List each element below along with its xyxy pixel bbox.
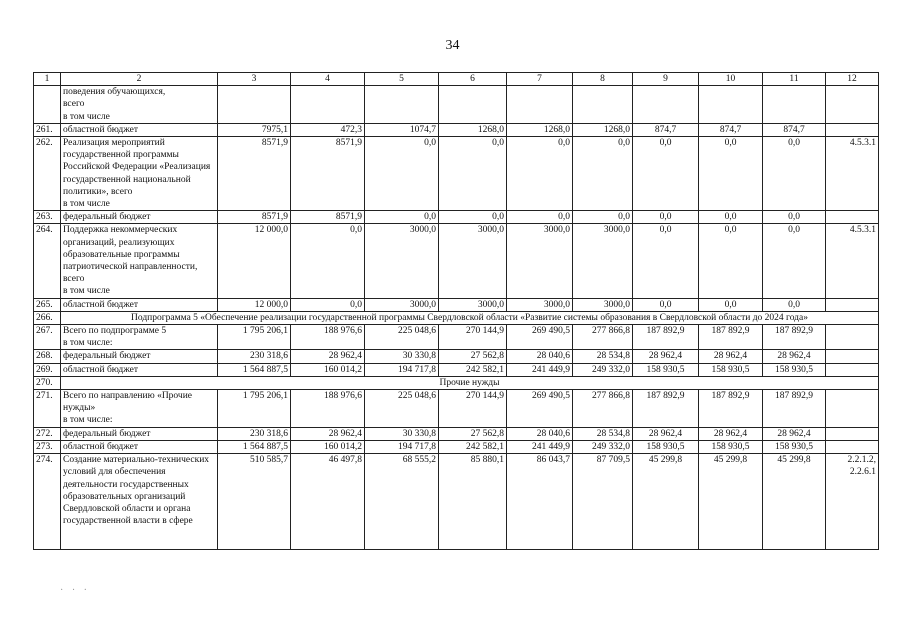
row-description: областной бюджет (61, 440, 218, 453)
value-cell: 28 040,6 (507, 350, 573, 363)
value-cell: 8571,9 (291, 137, 365, 211)
value-cell: 27 562,8 (439, 350, 507, 363)
column-number-5: 5 (365, 73, 439, 86)
value-cell: 0,0 (439, 211, 507, 224)
value-cell (439, 86, 507, 124)
program-code (826, 325, 879, 350)
column-number-3: 3 (218, 73, 291, 86)
value-cell: 158 930,5 (699, 363, 763, 376)
value-cell: 1 795 206,1 (218, 390, 291, 428)
value-cell: 277 866,8 (573, 390, 633, 428)
value-cell: 1074,7 (365, 123, 439, 136)
column-number-2: 2 (61, 73, 218, 86)
column-number-11: 11 (763, 73, 826, 86)
table-row (34, 390, 879, 428)
row-description: федеральный бюджет (61, 427, 218, 440)
value-cell: 28 962,4 (291, 427, 365, 440)
row-description: областной бюджет (61, 363, 218, 376)
value-cell (699, 86, 763, 124)
value-cell (763, 86, 826, 124)
value-cell: 12 000,0 (218, 298, 291, 311)
row-index: 267. (34, 325, 61, 350)
value-cell: 1 564 887,5 (218, 363, 291, 376)
table-row (34, 123, 879, 136)
value-cell: 85 880,1 (439, 454, 507, 550)
value-cell: 0,0 (699, 298, 763, 311)
value-cell: 187 892,9 (763, 390, 826, 428)
value-cell: 30 330,8 (365, 427, 439, 440)
row-description: Всего по подпрограмме 5 в том числе: (61, 325, 218, 350)
program-code (826, 211, 879, 224)
value-cell: 194 717,8 (365, 440, 439, 453)
table-row (34, 325, 879, 350)
value-cell: 30 330,8 (365, 350, 439, 363)
row-description: Реализация мероприятий государственной программы Российской Федерации «Реализация государственной национальной политики», всего в том числе (61, 137, 218, 211)
value-cell: 874,7 (633, 123, 699, 136)
value-cell: 158 930,5 (699, 440, 763, 453)
value-cell: 0,0 (633, 137, 699, 211)
page-number: 34 (445, 38, 460, 53)
value-cell: 45 299,8 (763, 454, 826, 550)
value-cell: 187 892,9 (633, 390, 699, 428)
value-cell: 270 144,9 (439, 325, 507, 350)
value-cell: 1 564 887,5 (218, 440, 291, 453)
table-row (34, 298, 879, 311)
value-cell: 242 582,1 (439, 363, 507, 376)
value-cell: 12 000,0 (218, 224, 291, 298)
value-cell: 158 930,5 (633, 440, 699, 453)
value-cell: 0,0 (365, 211, 439, 224)
column-number-4: 4 (291, 73, 365, 86)
row-index: 265. (34, 298, 61, 311)
table-row (34, 454, 879, 550)
column-number-8: 8 (573, 73, 633, 86)
value-cell: 1 795 206,1 (218, 325, 291, 350)
value-cell: 270 144,9 (439, 390, 507, 428)
value-cell: 27 562,8 (439, 427, 507, 440)
program-code: 4.5.3.1 (826, 224, 879, 298)
value-cell: 874,7 (763, 123, 826, 136)
value-cell: 0,0 (291, 298, 365, 311)
table-row (34, 224, 879, 298)
value-cell (573, 86, 633, 124)
value-cell: 187 892,9 (699, 325, 763, 350)
column-number-10: 10 (699, 73, 763, 86)
value-cell: 188 976,6 (291, 390, 365, 428)
row-description: Поддержка некоммерческих организаций, реализующих образовательные программы патриотической направленности, всего в том числе (61, 224, 218, 298)
table-row (34, 363, 879, 376)
table-row (34, 137, 879, 211)
value-cell: 158 930,5 (633, 363, 699, 376)
row-index: 271. (34, 390, 61, 428)
table-row (34, 86, 879, 124)
value-cell: 187 892,9 (633, 325, 699, 350)
value-cell: 3000,0 (573, 298, 633, 311)
value-cell: 0,0 (439, 137, 507, 211)
value-cell: 277 866,8 (573, 325, 633, 350)
budget-table (33, 72, 879, 550)
value-cell: 28 962,4 (699, 350, 763, 363)
value-cell: 160 014,2 (291, 440, 365, 453)
value-cell: 3000,0 (507, 224, 573, 298)
value-cell: 1268,0 (439, 123, 507, 136)
value-cell: 269 490,5 (507, 390, 573, 428)
value-cell: 0,0 (291, 224, 365, 298)
column-number-6: 6 (439, 73, 507, 86)
value-cell: 0,0 (763, 137, 826, 211)
value-cell: 28 040,6 (507, 427, 573, 440)
value-cell: 874,7 (699, 123, 763, 136)
row-description: областной бюджет (61, 123, 218, 136)
value-cell: 194 717,8 (365, 363, 439, 376)
value-cell: 0,0 (763, 224, 826, 298)
row-index: 268. (34, 350, 61, 363)
value-cell: 45 299,8 (699, 454, 763, 550)
value-cell: 269 490,5 (507, 325, 573, 350)
value-cell: 230 318,6 (218, 350, 291, 363)
table-row (34, 311, 879, 324)
value-cell: 158 930,5 (763, 440, 826, 453)
value-cell: 87 709,5 (573, 454, 633, 550)
value-cell: 28 534,8 (573, 350, 633, 363)
value-cell: 0,0 (699, 211, 763, 224)
row-index: 269. (34, 363, 61, 376)
row-index (34, 86, 61, 124)
value-cell: 0,0 (699, 224, 763, 298)
program-code (826, 427, 879, 440)
table-row (34, 427, 879, 440)
value-cell: 0,0 (573, 211, 633, 224)
value-cell: 86 043,7 (507, 454, 573, 550)
section-heading: Прочие нужды (61, 376, 879, 389)
program-code: 2.2.1.2, 2.2.6.1 (826, 454, 879, 550)
value-cell: 0,0 (507, 211, 573, 224)
row-index: 262. (34, 137, 61, 211)
value-cell: 0,0 (763, 211, 826, 224)
value-cell: 3000,0 (439, 224, 507, 298)
value-cell (633, 86, 699, 124)
value-cell: 3000,0 (439, 298, 507, 311)
program-code (826, 298, 879, 311)
value-cell: 510 585,7 (218, 454, 291, 550)
value-cell: 0,0 (699, 137, 763, 211)
value-cell: 225 048,6 (365, 325, 439, 350)
value-cell: 8571,9 (218, 137, 291, 211)
row-description: федеральный бюджет (61, 211, 218, 224)
value-cell: 28 962,4 (291, 350, 365, 363)
value-cell: 45 299,8 (633, 454, 699, 550)
row-description: областной бюджет (61, 298, 218, 311)
value-cell (507, 86, 573, 124)
column-number-9: 9 (633, 73, 699, 86)
value-cell: 158 930,5 (763, 363, 826, 376)
column-number-1: 1 (34, 73, 61, 86)
row-description: федеральный бюджет (61, 350, 218, 363)
value-cell: 249 332,0 (573, 440, 633, 453)
row-index: 274. (34, 454, 61, 550)
value-cell: 241 449,9 (507, 440, 573, 453)
row-index: 270. (34, 376, 61, 389)
table-row (34, 440, 879, 453)
value-cell: 46 497,8 (291, 454, 365, 550)
value-cell: 3000,0 (573, 224, 633, 298)
value-cell: 28 962,4 (633, 350, 699, 363)
value-cell: 0,0 (763, 298, 826, 311)
value-cell: 0,0 (633, 298, 699, 311)
value-cell: 0,0 (365, 137, 439, 211)
value-cell (365, 86, 439, 124)
value-cell: 472,3 (291, 123, 365, 136)
program-code: 4.5.3.1 (826, 137, 879, 211)
value-cell: 28 962,4 (763, 427, 826, 440)
program-code (826, 440, 879, 453)
value-cell: 1268,0 (573, 123, 633, 136)
column-number-12: 12 (826, 73, 879, 86)
value-cell: 8571,9 (218, 211, 291, 224)
column-number-7: 7 (507, 73, 573, 86)
value-cell: 0,0 (507, 137, 573, 211)
value-cell: 28 962,4 (633, 427, 699, 440)
row-description: поведения обучающихся, всего в том числе (61, 86, 218, 124)
program-code (826, 350, 879, 363)
value-cell: 187 892,9 (699, 390, 763, 428)
table-header-row (34, 73, 879, 86)
value-cell (218, 86, 291, 124)
scan-marks: · · · (60, 585, 90, 596)
row-index: 264. (34, 224, 61, 298)
value-cell: 230 318,6 (218, 427, 291, 440)
value-cell: 7975,1 (218, 123, 291, 136)
row-index: 261. (34, 123, 61, 136)
row-description: Создание материально-технических условий для обеспечения деятельности государственных образовательных организаций Свердловской области и органа государственной власти в сфере (61, 454, 218, 550)
value-cell: 1268,0 (507, 123, 573, 136)
value-cell: 241 449,9 (507, 363, 573, 376)
program-code (826, 363, 879, 376)
table-row (34, 376, 879, 389)
value-cell: 28 962,4 (763, 350, 826, 363)
row-index: 266. (34, 311, 61, 324)
value-cell: 225 048,6 (365, 390, 439, 428)
value-cell: 0,0 (573, 137, 633, 211)
row-index: 263. (34, 211, 61, 224)
value-cell: 28 534,8 (573, 427, 633, 440)
table-row (34, 211, 879, 224)
value-cell: 242 582,1 (439, 440, 507, 453)
value-cell: 160 014,2 (291, 363, 365, 376)
table-body (34, 73, 879, 550)
value-cell: 8571,9 (291, 211, 365, 224)
section-heading: Подпрограмма 5 «Обеспечение реализации государственной программы Свердловской области «Развитие системы образования в Свердловской области до 2024 года» (61, 311, 879, 324)
value-cell: 188 976,6 (291, 325, 365, 350)
value-cell: 0,0 (633, 211, 699, 224)
value-cell: 187 892,9 (763, 325, 826, 350)
table-row (34, 350, 879, 363)
value-cell: 249 332,0 (573, 363, 633, 376)
value-cell: 3000,0 (365, 298, 439, 311)
value-cell: 28 962,4 (699, 427, 763, 440)
program-code (826, 123, 879, 136)
value-cell: 3000,0 (507, 298, 573, 311)
program-code (826, 86, 879, 124)
value-cell: 68 555,2 (365, 454, 439, 550)
program-code (826, 390, 879, 428)
row-index: 272. (34, 427, 61, 440)
row-index: 273. (34, 440, 61, 453)
value-cell: 0,0 (633, 224, 699, 298)
value-cell: 3000,0 (365, 224, 439, 298)
row-description: Всего по направлению «Прочие нужды» в том числе: (61, 390, 218, 428)
value-cell (291, 86, 365, 124)
